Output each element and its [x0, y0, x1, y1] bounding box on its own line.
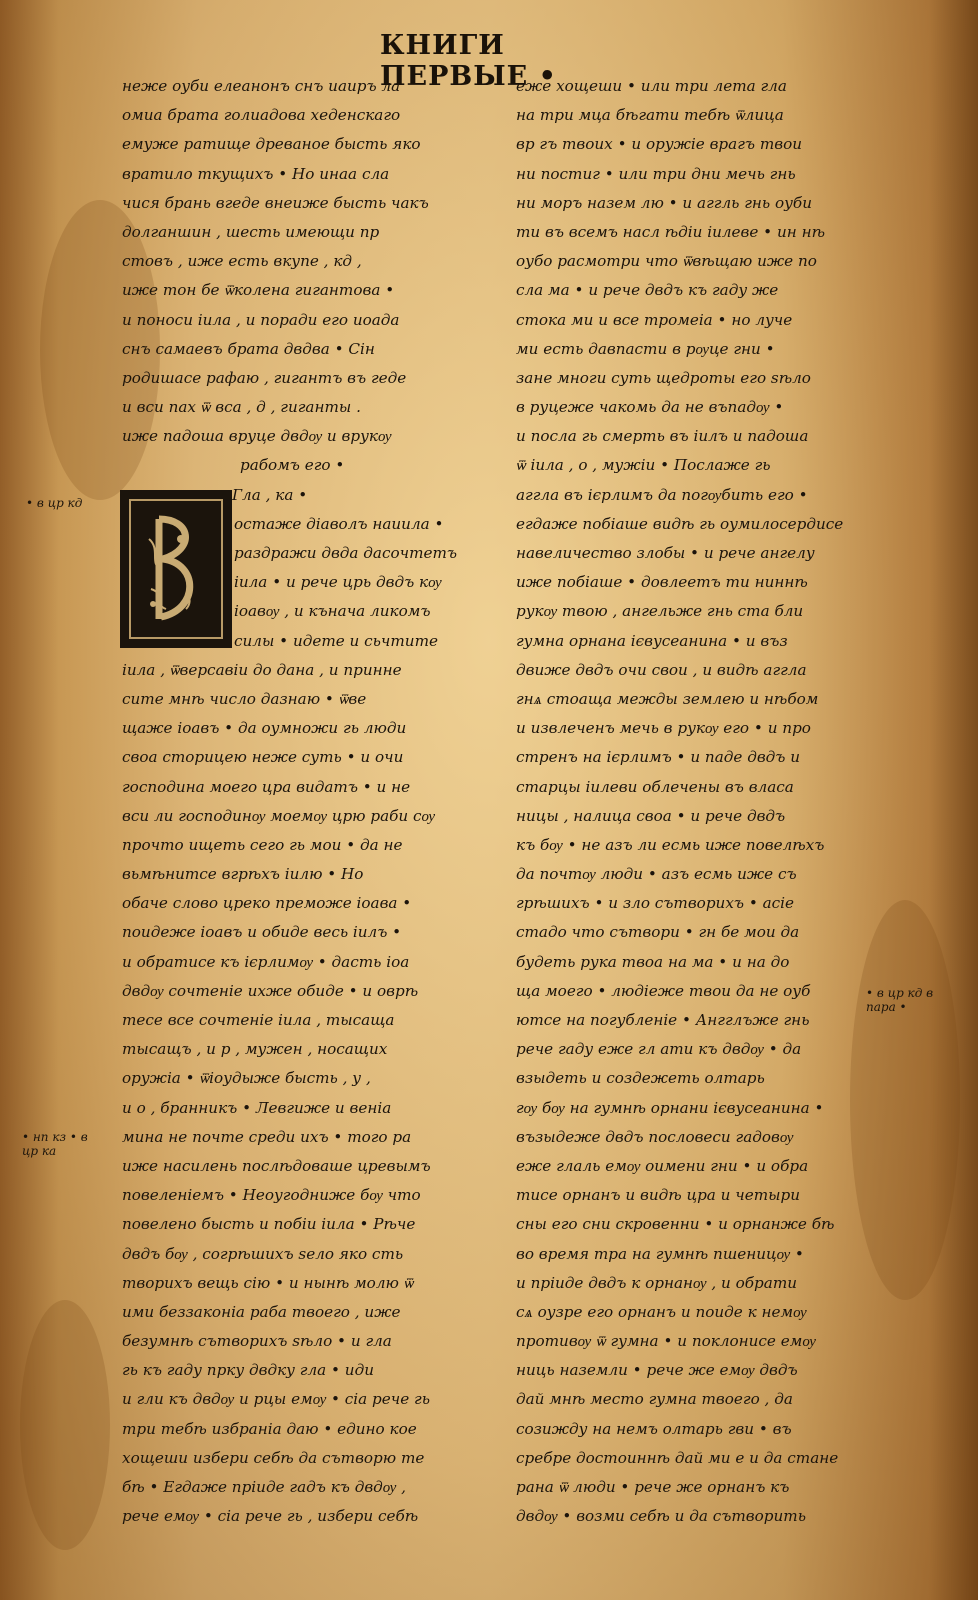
text-line: сла ма • и рече двдъ къ гаду же — [516, 281, 779, 300]
text-line: къ бѹ • не азъ ли есмь иже повелѣхъ — [516, 835, 825, 854]
text-line: тисе орнанъ и видѣ цра и четыри — [516, 1186, 800, 1205]
text-line: иже насилень послѣдоваше цревымъ — [122, 1156, 431, 1175]
text-line: своа сторицею неже суть • и очи — [122, 748, 404, 767]
text-line: рече емѹ • сіа рече гь , избери себѣ — [122, 1507, 419, 1526]
text-line: гѹ бѹ на гумнѣ орнани ієвусеанина • — [516, 1098, 824, 1117]
text-line: емуже ратище древаное бысть яко — [122, 135, 421, 154]
text-line: ѿ іила , о , мужіи • Послаже гь — [516, 456, 771, 475]
text-line: стадо что сътвори • гн бе мои да — [516, 923, 800, 942]
text-line: во время тра на гумнѣ пшеницѹ • — [516, 1244, 804, 1263]
text-line: сны его сни скровенни • и орнанже бѣ — [516, 1215, 835, 1234]
text-line: созижду на немъ олтарь гви • въ — [516, 1419, 792, 1438]
text-line: три тебѣ избраніа даю • едино кое — [122, 1419, 417, 1438]
text-line: бѣ • Егдаже пріиде гадъ къ двдѹ , — [122, 1478, 406, 1496]
text-line: ти въ всемъ насл ѣдіи іилеве • ин нѣ — [516, 222, 825, 241]
text-line: будеть рука твоа на ма • и на до — [516, 952, 790, 971]
text-line: вси ли господинѹ моемѹ црю раби сѹ — [122, 806, 436, 825]
left-text-column — [122, 72, 492, 1531]
text-line: вьмѣнитсе вгрѣхъ іилю • Но — [122, 865, 364, 884]
text-line: в руцеже чакомь да не въпадѹ • — [516, 398, 784, 417]
text-line: ницы , налица своа • и рече двдъ — [516, 806, 786, 825]
text-line: безумнѣ сътворихъ ѕѣло • и гла — [122, 1332, 392, 1351]
text-line: гь къ гаду прку двдку гла • иди — [122, 1361, 374, 1380]
margin-note: • в цр кд в пара • — [866, 986, 934, 1014]
text-line: стовъ , иже есть вкупе , кд , — [122, 252, 362, 271]
chapter-heading: Гла , ка • — [232, 485, 308, 504]
text-line: творихъ вещь сію • и нынѣ молю ѿ — [122, 1273, 414, 1292]
text-line: иже побіаше • довлеетъ ти ниннѣ — [516, 573, 808, 592]
text-line: да почтѹ люди • азъ есмь иже съ — [516, 865, 797, 884]
text-line: сѧ оузре его орнанъ и поиде к немѹ — [516, 1302, 807, 1321]
text-line: и обратисе къ ієрлимѹ • дасть іоа — [122, 952, 410, 971]
text-line: ми есть давпасти в рѹце гни • — [516, 339, 775, 358]
text-line: егдаже побіаше видѣ гь оумилосердисе — [516, 514, 844, 533]
right-text-column — [516, 72, 886, 1531]
text-line: поидеже іоавъ и обиде весь іилъ • — [122, 923, 402, 942]
text-line: родишасе рафаю , гигантъ въ геде — [122, 368, 407, 387]
text-line: ща моего • людіеже твои да не оуб — [516, 981, 811, 1000]
text-line: иже тон бе ѿколена гигантова • — [122, 281, 395, 300]
text-line: и гли къ двдѹ и рцы емѹ • сіа рече гь — [122, 1390, 430, 1409]
text-line: тысащъ , и р , мужен , носащих — [122, 1040, 388, 1059]
paper-stain — [20, 1300, 110, 1550]
text-line: сребре достоиннѣ дай ми е и да стане — [516, 1448, 839, 1467]
text-line: и посла гь смерть въ іилъ и падоша — [516, 427, 809, 446]
text-line: грѣшихъ • и зло сътворихъ • асіе — [516, 894, 795, 913]
text-line: стока ми и все тромеіа • но луче — [516, 310, 793, 329]
text-line: и вси пах ѿ вса , д , гиганты . — [122, 398, 361, 417]
text-line: старцы іилеви облечены въ власа — [516, 777, 794, 796]
text-line: неже оуби елеанонъ снъ иаиръ ла — [122, 77, 401, 95]
text-line: противѹ ѿ гумна • и поклонисе емѹ — [516, 1332, 816, 1351]
text-line: рече гаду еже гл ати къ двдѹ • да — [516, 1040, 802, 1059]
text-line: ни постиг • или три дни мечь гнь — [516, 164, 796, 183]
text-line: аггла въ ієрлимъ да погѹбить его • — [516, 485, 808, 504]
text-line: еже глаль емѹ оимени гни • и обра — [516, 1156, 809, 1175]
text-line: сите мнѣ число дазнаю • ѿве — [122, 689, 367, 708]
text-line: оубо расмотри что ѿвѣщаю иже по — [516, 252, 817, 271]
text-line: ими беззаконіа раба твоего , иже — [122, 1302, 401, 1321]
text-line: дай мнѣ место гумна твоего , да — [516, 1390, 793, 1409]
text-line: двдъ бѹ , согрѣшихъ ѕело яко сть — [122, 1244, 404, 1263]
text-line: остаже діаволъ наиила • — [234, 514, 444, 533]
text-line: обаче слово цреко преможе іоава • — [122, 894, 412, 913]
text-line: вратило ткущихъ • Но инаа сла — [122, 164, 390, 183]
text-line: іила , ѿверсавіи до дана , и принне — [122, 660, 402, 679]
margin-note: • в цр кд — [26, 496, 83, 510]
text-line: и поноси іила , и поради его иоада — [122, 310, 400, 329]
margin-note: • нп кз • в цр ка — [22, 1130, 88, 1158]
text-line: раздражи двда дасочтетъ — [234, 544, 457, 562]
text-line: тесе все сочтеніе іила , тысаща — [122, 1011, 395, 1029]
text-line: вр гъ твоих • и оружіе врагъ твои — [516, 135, 802, 154]
text-line: и извлеченъ мечь в рукѹ его • и про — [516, 719, 811, 738]
text-line: омиа брата голиадова хеденскаго — [122, 106, 401, 125]
text-line: ниць наземли • рече же емѹ двдъ — [516, 1361, 798, 1380]
text-line: двдѹ • возми себѣ и да сътворить — [516, 1507, 806, 1526]
text-line: хощеши избери себѣ да сътворю те — [122, 1448, 425, 1467]
text-line: рана ѿ люди • рече же орнанъ къ — [516, 1478, 790, 1496]
text-line: рукѹ твою , ангельже гнь ста бли — [516, 602, 804, 621]
text-line: силы • идете и сьчтите — [234, 631, 438, 650]
text-line: двдѹ сочтеніе ихже обиде • и оврѣ — [122, 981, 419, 1000]
text-line: господина моего цра видатъ • и не — [122, 777, 411, 796]
page-title: КНИГИ ПЕРВЫЕ • — [380, 30, 557, 92]
text-line: долганшин , шесть имеющи пр — [122, 222, 380, 241]
text-line: рабомъ его • — [240, 456, 345, 475]
text-line: възыдеже двдъ пословеси гадовѹ — [516, 1127, 794, 1146]
text-line: взыдеть и создежеть олтарь — [516, 1069, 765, 1088]
text-line: чися брань вгеде внеиже бысть чакъ — [122, 193, 429, 212]
text-line: мина не почте среди ихъ • того ра — [122, 1127, 412, 1146]
text-line: иже падоша вруце двдѹ и врукѹ — [122, 427, 392, 446]
text-line: на три мца бѣгати тебѣ ѿлица — [516, 106, 784, 125]
text-line: іоавѹ , и кънача ликомъ — [234, 602, 431, 621]
text-line: ни моръ назем лю • и аггль гнь оуби — [516, 193, 812, 212]
text-line: іила • и рече црь двдъ кѹ — [234, 573, 442, 592]
text-line: ютсе на погубленіе • Ангглъже гнь — [516, 1011, 810, 1029]
text-line: стренъ на ієрлимъ • и паде двдъ и — [516, 748, 801, 767]
text-line: навеличество злобы • и рече ангелу — [516, 544, 815, 562]
text-line: зане многи суть щедроты его ѕѣло — [516, 368, 811, 387]
text-line: оружіа • ѿіоудыже бысть , у , — [122, 1069, 371, 1088]
text-line: и пріиде двдъ к орнанѹ , и обрати — [516, 1273, 798, 1292]
text-line: повеленіемъ • Неоугодниже бѹ что — [122, 1186, 421, 1205]
text-line: и о , бранникъ • Левгиже и веніа — [122, 1098, 392, 1117]
text-line: щаже іоавъ • да оумножи гь люди — [122, 719, 407, 738]
text-line: гумна орнана ієвусеанина • и въз — [516, 631, 788, 650]
text-line: повелено бысть и побіи іила • Рѣче — [122, 1215, 416, 1234]
text-line: прочто ищеть сего гь мои • да не — [122, 835, 403, 854]
text-line: еже хощеши • или три лета гла — [516, 77, 787, 95]
text-line: движе двдъ очи свои , и видѣ аггла — [516, 660, 807, 679]
text-line: гнѧ стоаща межды землею и нѣбом — [516, 689, 819, 708]
text-line: снъ самаевъ брата двдва • Сін — [122, 339, 375, 358]
